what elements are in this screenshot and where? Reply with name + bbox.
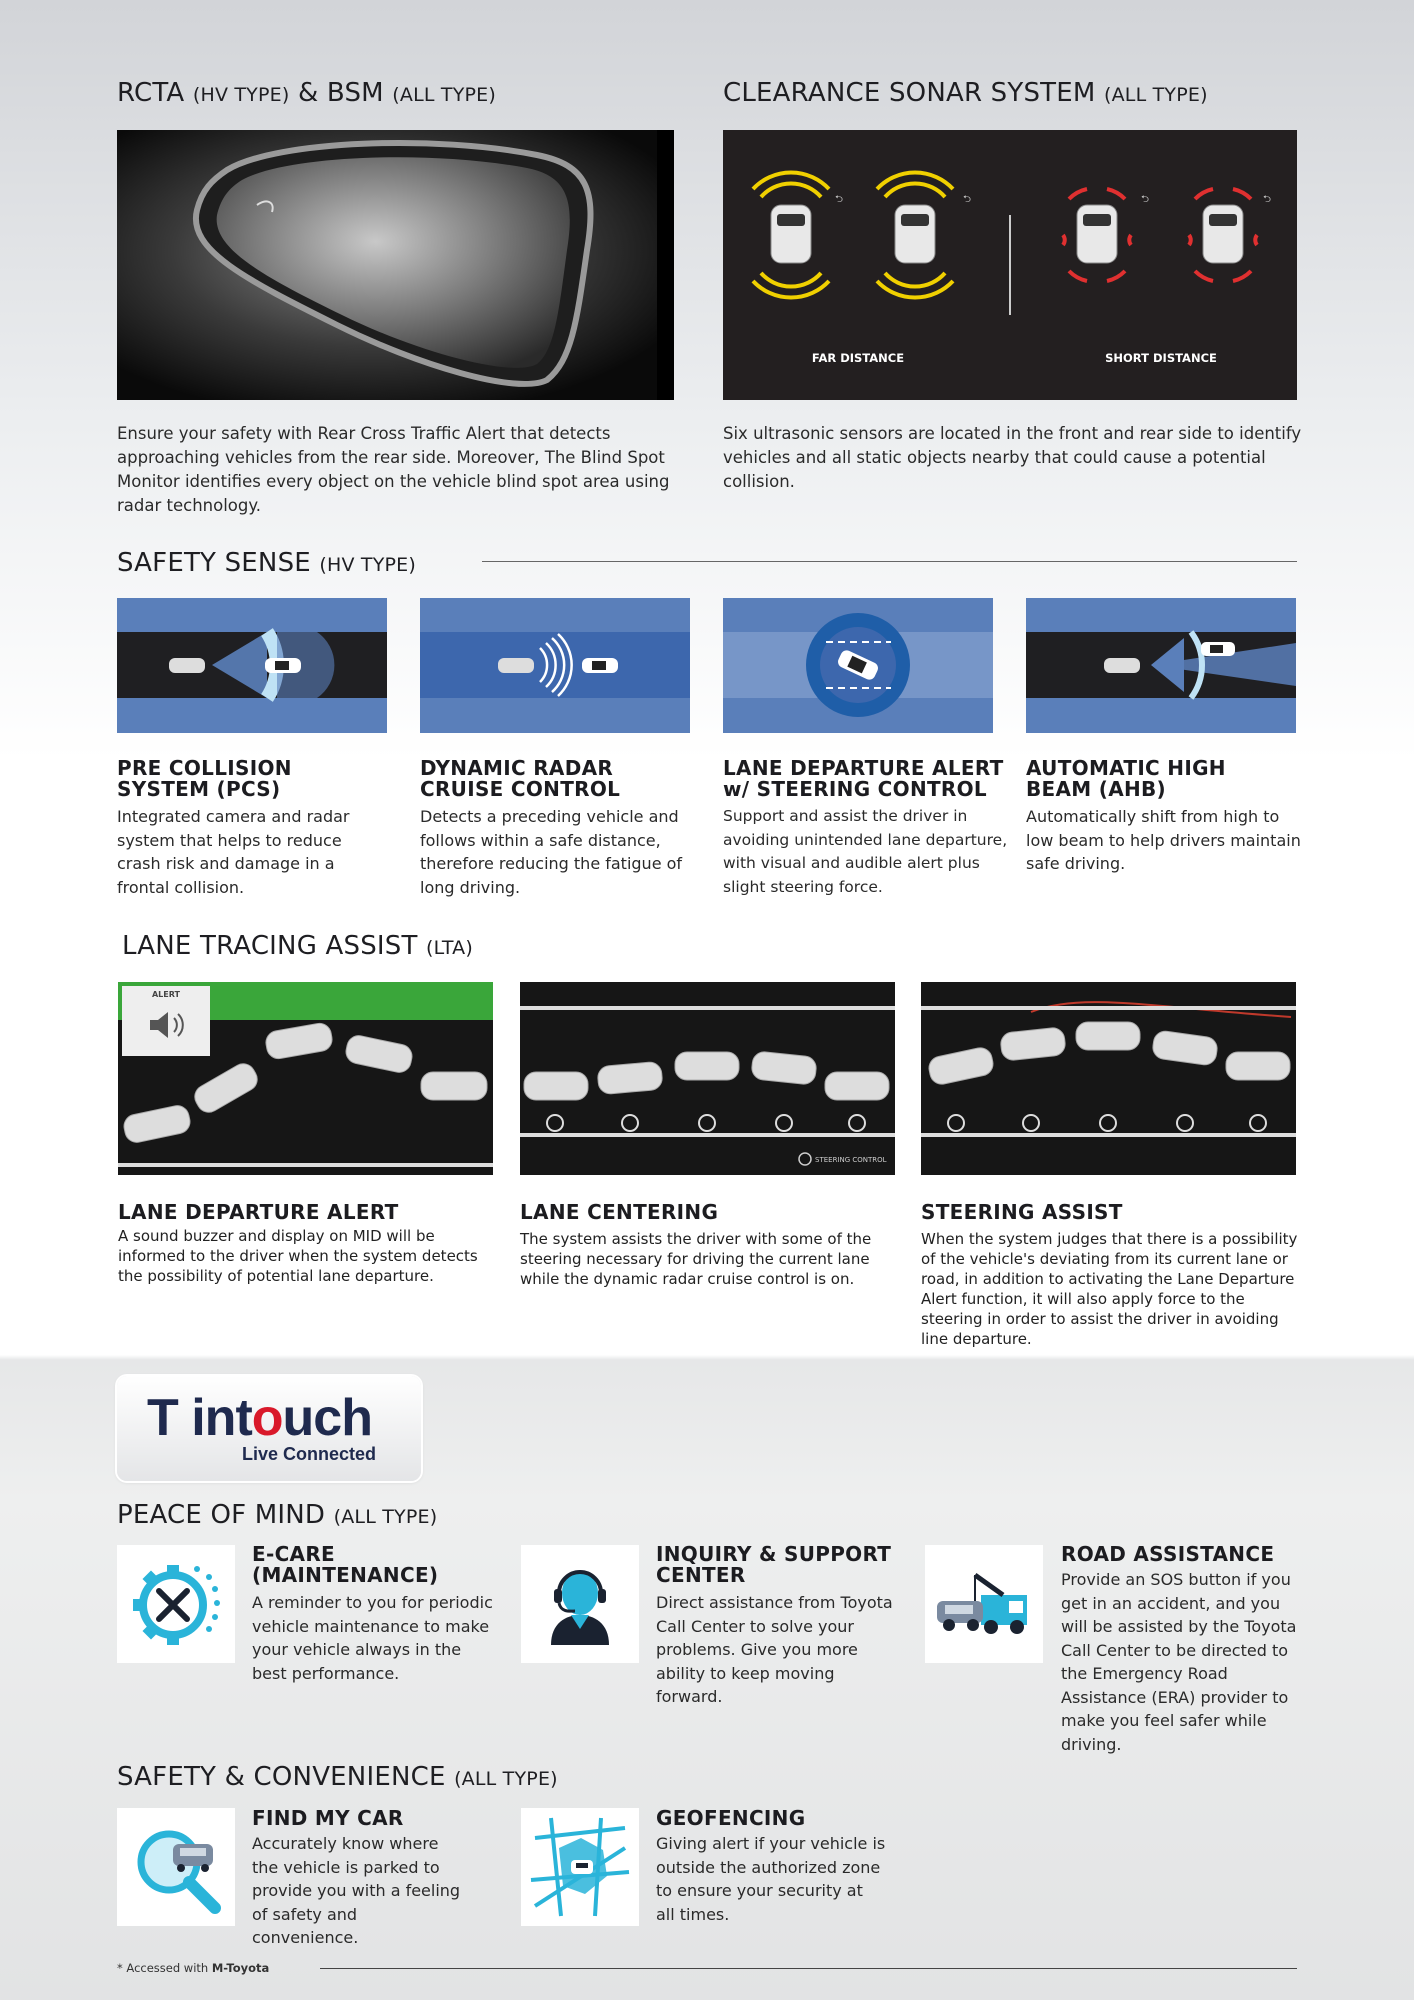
alert-tag: ALERT bbox=[151, 990, 181, 999]
drcc-title: DYNAMIC RADAR CRUISE CONTROL bbox=[420, 756, 621, 801]
footnote: * Accessed with M-Toyota bbox=[117, 1961, 270, 1975]
peace-of-mind-title: PEACE OF MIND (ALL TYPE) bbox=[117, 1500, 438, 1530]
safety-convenience-title: SAFETY & CONVENIENCE (ALL TYPE) bbox=[117, 1762, 558, 1792]
find-my-car-title: FIND MY CAR bbox=[252, 1806, 404, 1830]
sonar-diagram bbox=[723, 130, 1297, 400]
lta-centering-title: LANE CENTERING bbox=[520, 1200, 719, 1224]
svg-text:⮌: ⮌ bbox=[1141, 194, 1150, 205]
lta-title: LANE TRACING ASSIST (LTA) bbox=[122, 931, 473, 961]
short-distance-label: SHORT DISTANCE bbox=[1105, 351, 1217, 365]
tow-truck-icon bbox=[925, 1545, 1043, 1663]
tintouch-tagline: Live Connected bbox=[242, 1444, 377, 1464]
lta-centering-description: The system assists the driver with some of the steering necessary for driving the current lane while the dynamic radar cruise control is on. bbox=[520, 1230, 872, 1288]
lda-description: Support and assist the driver in avoiding unintended lane departure, with visual and audible alert plus slight steering force. bbox=[723, 807, 1008, 896]
lta-lane-centering-image bbox=[520, 982, 895, 1175]
find-my-car-description: Accurately know where the vehicle is parked to provide you with a feeling of safety and convenience. bbox=[252, 1834, 461, 1947]
safety-sense-divider bbox=[482, 561, 1297, 562]
logo-rest: uch bbox=[282, 1389, 372, 1447]
inquiry-description: Direct assistance from Toyota Call Center to solve your problems. Give you more ability to keep moving forward. bbox=[656, 1593, 893, 1706]
ecare-title: E-CARE (MAINTENANCE) bbox=[252, 1542, 439, 1587]
radar-cruise-illustration bbox=[420, 598, 690, 733]
lda-title: LANE DEPARTURE ALERT w/ STEERING CONTROL bbox=[723, 756, 1004, 801]
steering-control-caption: STEERING CONTROL bbox=[815, 1156, 887, 1164]
svg-text:⮌: ⮌ bbox=[1263, 194, 1272, 205]
rcta-title: RCTA (HV TYPE) & BSM (ALL TYPE) bbox=[117, 78, 496, 108]
tintouch-logo: T intouch Live Connected bbox=[117, 1376, 421, 1481]
sonar-description: Six ultrasonic sensors are located in the front and rear side to identify vehicles and all static objects nearby that could cause a potential collision. bbox=[723, 424, 1302, 491]
svg-text:⮌: ⮌ bbox=[963, 194, 972, 205]
lta-steering-title: STEERING ASSIST bbox=[921, 1200, 1123, 1224]
geofencing-description: Giving alert if your vehicle is outside the authorized zone to ensure your security at all times. bbox=[656, 1834, 886, 1924]
rcta-description: Ensure your safety with Rear Cross Traffic Alert that detects approaching vehicles from the rear side. Moreover, The Blind Spot Monitor identifies every object on the vehicle blind spot area using radar technology. bbox=[117, 424, 670, 515]
lane-departure-illustration bbox=[723, 598, 993, 733]
pcs-title: PRE COLLISION SYSTEM (PCS) bbox=[117, 756, 292, 801]
lta-steering-assist-image bbox=[921, 982, 1296, 1175]
ahb-description: Automatically shift from high to low beam to help drivers maintain safe driving. bbox=[1026, 807, 1301, 873]
road-assistance-description: Provide an SOS button if you get in an accident, and you will be assisted by the Toyota Call Center to be directed to the Emergency Road Assistance (ERA) provider to make you feel safer while driving. bbox=[1061, 1570, 1297, 1754]
footnote-divider bbox=[320, 1968, 1297, 1969]
road-assistance-title: ROAD ASSISTANCE bbox=[1061, 1542, 1275, 1566]
magnifier-car-icon bbox=[117, 1808, 235, 1926]
gear-wrench-icon bbox=[117, 1545, 235, 1663]
lta-lane-departure-image bbox=[118, 982, 493, 1175]
map-geofence-icon bbox=[521, 1808, 639, 1926]
svg-text:⮌: ⮌ bbox=[835, 194, 844, 205]
inquiry-title: INQUIRY & SUPPORT CENTER bbox=[656, 1542, 892, 1587]
ahb-title: AUTOMATIC HIGH BEAM (AHB) bbox=[1026, 756, 1226, 801]
pcs-description: Integrated camera and radar system that helps to reduce crash risk and damage in a frontal collision. bbox=[117, 807, 350, 897]
drcc-description: Detects a preceding vehicle and follows within a safe distance, therefore reducing the fatigue of long driving. bbox=[420, 807, 683, 897]
safety-sense-title: SAFETY SENSE (HV TYPE) bbox=[117, 548, 416, 578]
call-center-agent-icon bbox=[521, 1545, 639, 1663]
geofencing-title: GEOFENCING bbox=[656, 1806, 806, 1830]
lta-lda-title: LANE DEPARTURE ALERT bbox=[118, 1200, 399, 1224]
far-distance-label: FAR DISTANCE bbox=[811, 351, 905, 365]
side-mirror-image bbox=[117, 130, 674, 400]
pcs-illustration bbox=[117, 598, 387, 733]
lta-lda-description: A sound buzzer and display on MID will be informed to the driver when the system detects the possibility of potential lane departure. bbox=[118, 1227, 478, 1285]
sonar-title: CLEARANCE SONAR SYSTEM (ALL TYPE) bbox=[723, 78, 1208, 108]
high-beam-illustration bbox=[1026, 598, 1296, 733]
lta-steering-description: When the system judges that there is a possibility of the vehicle's deviating from its current lane or road, in addition to activating the Lane Departure Alert function, it will also apply force to the steering in order to assist the driver in avoiding line departure. bbox=[921, 1230, 1298, 1348]
ecare-description: A reminder to you for periodic vehicle maintenance to make your vehicle always in the best performance. bbox=[252, 1593, 493, 1683]
m-toyota-app-name: M-Toyota bbox=[211, 1961, 270, 1975]
